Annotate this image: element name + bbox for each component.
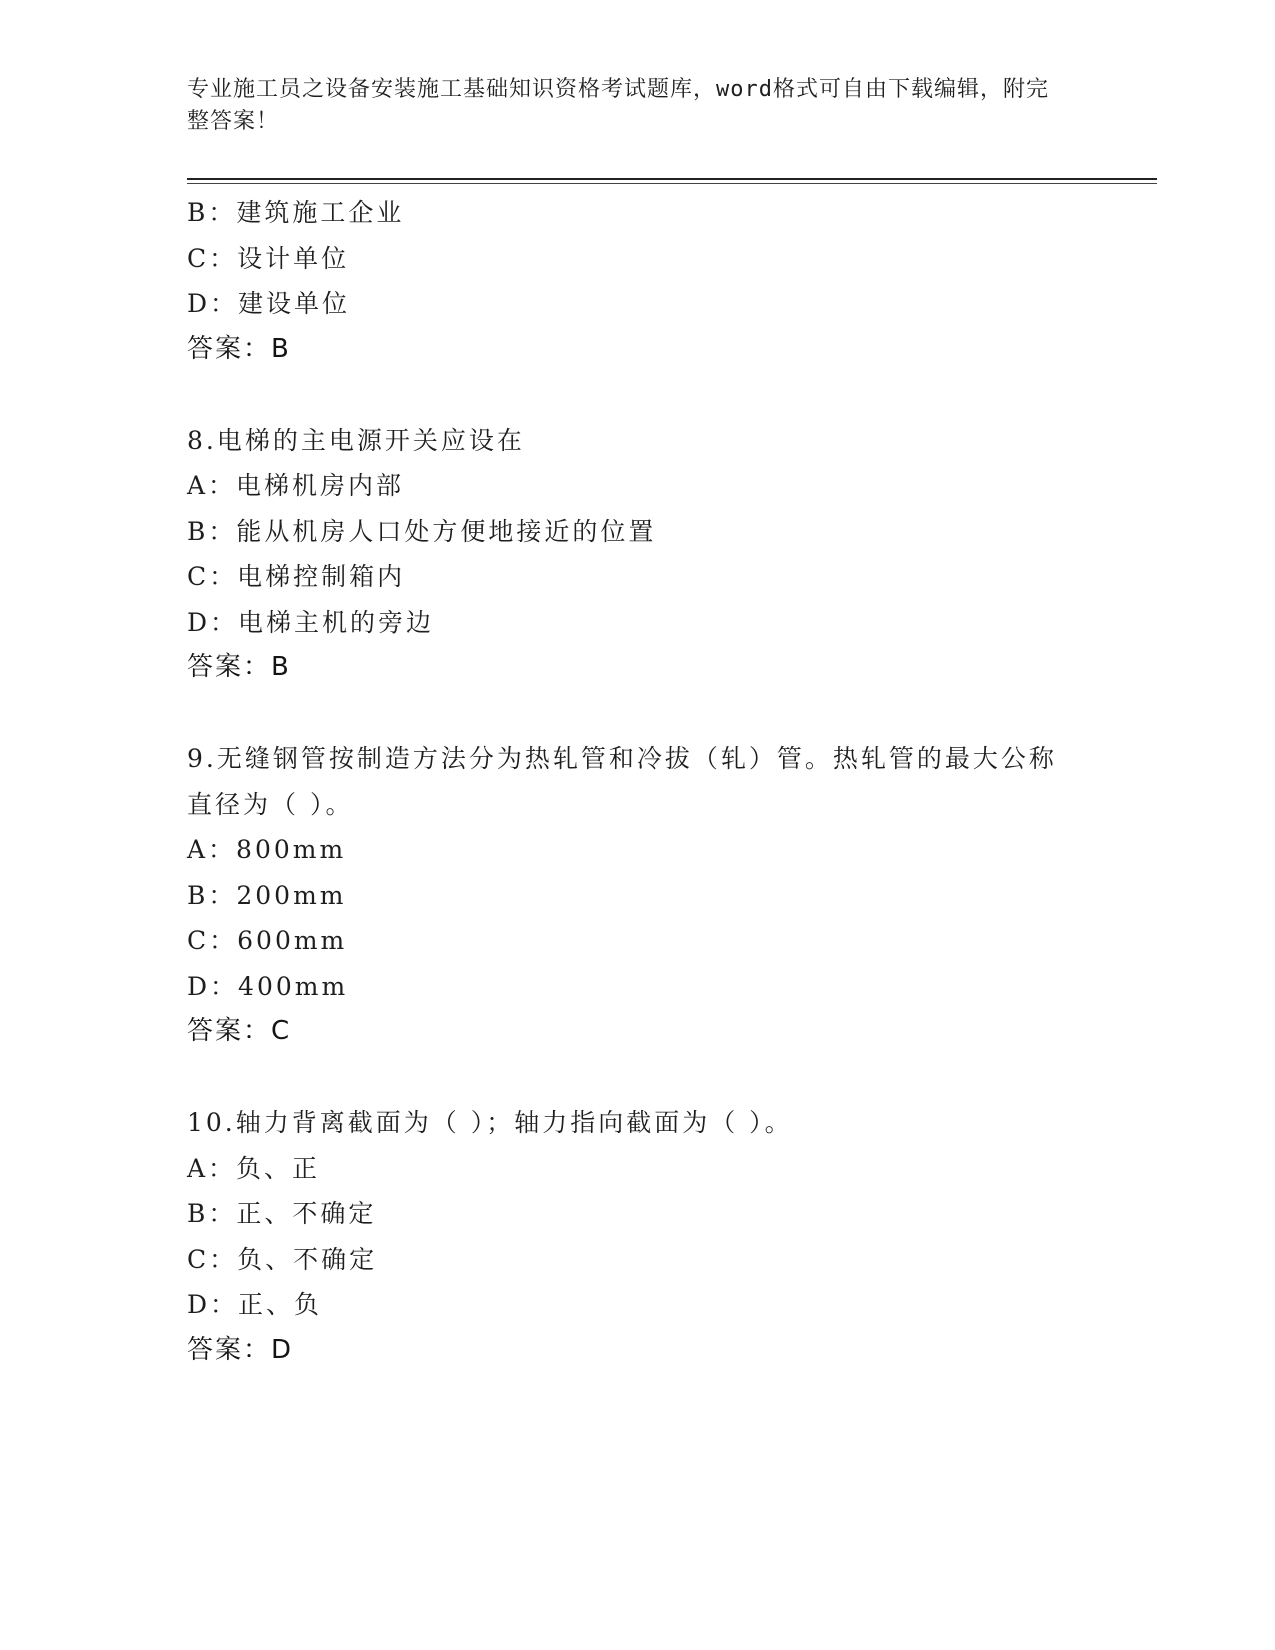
option-b: B：建筑施工企业: [187, 198, 405, 227]
option-a: A：电梯机房内部: [187, 471, 405, 500]
document-page: [187, 0, 1157, 1650]
option-b: B：正、不确定: [187, 1199, 377, 1228]
option-c: C：600mm: [187, 926, 348, 955]
answer-line: 答案：B: [187, 652, 291, 682]
option-c: C：设计单位: [187, 243, 350, 273]
option-d: D：电梯主机的旁边: [187, 607, 435, 637]
option-c: C：负、不确定: [187, 1244, 378, 1274]
document-header: 专业施工员之设备安装施工基础知识资格考试题库，word格式可自由下载编辑，附完整答案！: [187, 77, 1049, 134]
answer-line: 答案：C: [187, 1016, 292, 1046]
header-divider-thin: [187, 183, 1157, 184]
option-b: B：200mm: [187, 880, 347, 910]
answer-line: 答案：D: [187, 1334, 294, 1365]
question-stem: 8.电梯的主电源开关应设在: [187, 425, 525, 455]
question-block: [187, 190, 1087, 372]
header-divider-thick: [187, 178, 1157, 180]
question-stem: 10.轴力背离截面为（ ）；轴力指向截面为（ ）。: [187, 1108, 793, 1137]
question-stem: 9.无缝钢管按制造方法分为热轧管和冷拔（轧）管。热轧管的最大公称直径为（ ）。: [187, 744, 1057, 819]
option-a: A：800mm: [187, 835, 347, 864]
option-a: A：负、正: [187, 1153, 321, 1183]
question-block: [187, 736, 1087, 1054]
option-b: B：能从机房人口处方便地接近的位置: [187, 516, 657, 546]
question-block: [187, 418, 1087, 691]
option-d: D：400mm: [187, 971, 349, 1001]
option-d: D：正、负: [187, 1290, 323, 1319]
question-list: [187, 190, 1087, 1419]
option-c: C：电梯控制箱内: [187, 562, 406, 591]
answer-line: 答案：B: [187, 333, 291, 364]
option-d: D：建设单位: [187, 289, 351, 318]
question-block: [187, 1100, 1087, 1373]
